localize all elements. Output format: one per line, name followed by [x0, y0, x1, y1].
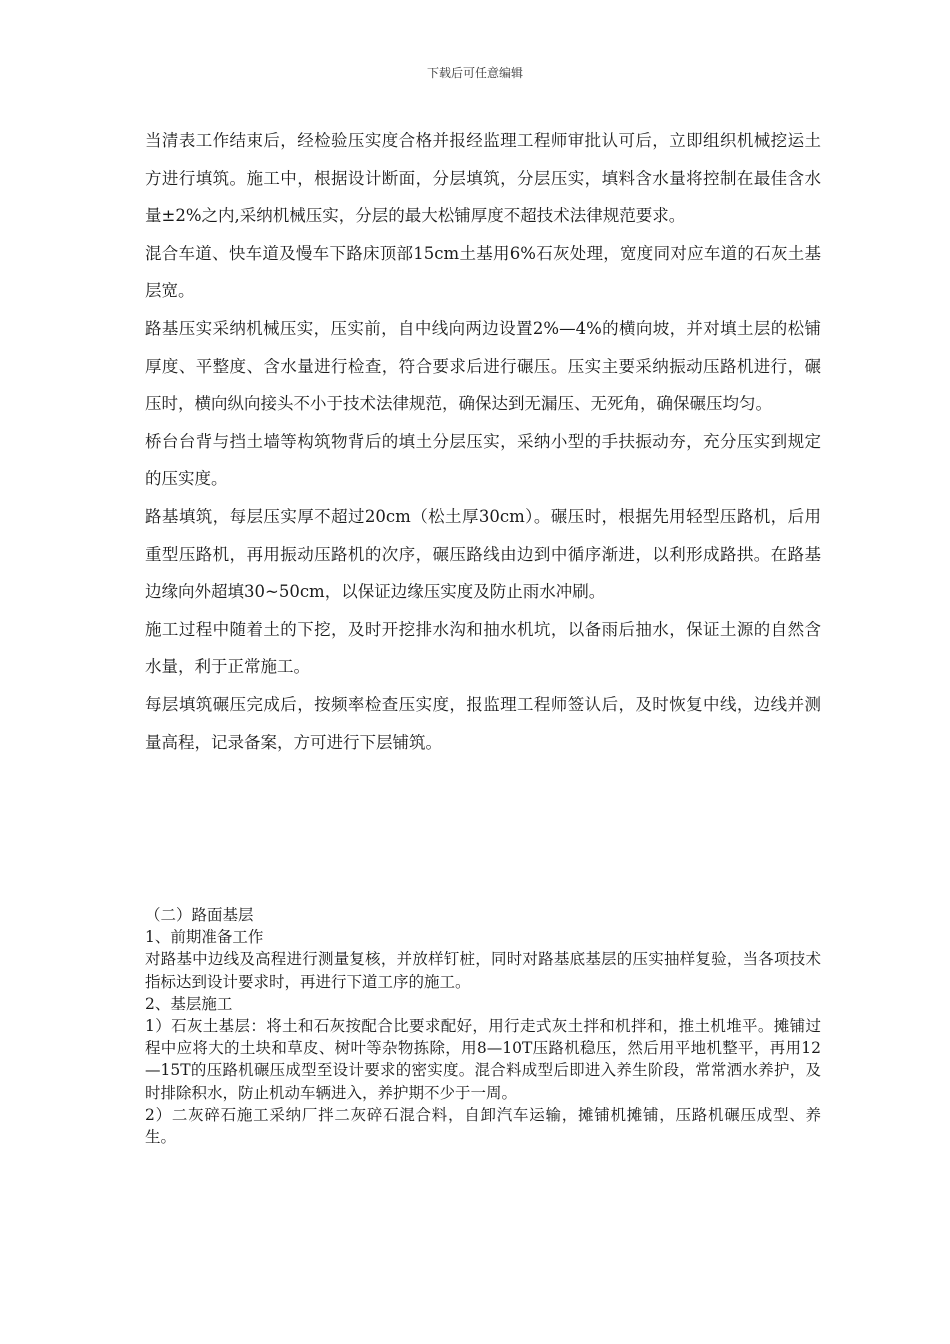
- paragraph-inspection: 每层填筑碾压完成后，按频率检查压实度，报监理工程师签认后，及时恢复中线，边线并测量高程，记录备案，方可进行下层铺筑。: [145, 694, 821, 752]
- paragraph-abutment-backfill: 桥台台背与挡土墙等构筑物背后的填土分层压实，采纳小型的手扶振动夯，充分压实到规定的压实度。: [145, 431, 821, 489]
- page-header: 下载后可任意编辑: [426, 66, 523, 80]
- paragraph-compaction: 路基压实采纳机械压实，压实前，自中线向两边设置2%—4%的横向坡，并对填土层的松铺厚度、平整度、含水量进行检查，符合要求后进行碾压。压实主要采纳振动压路机进行，碾压时，横向纵向接头不小于技术法律规范，确保达到无漏压、无死角，确保碾压均匀。: [145, 318, 821, 414]
- subsection-title-base-construction: 2、基层施工: [145, 994, 233, 1013]
- section-heading: （二）路面基层: [145, 906, 254, 924]
- body-section-pavement-base: [145, 904, 821, 1148]
- paragraph-lime-fly-ash-gravel: 2）二灰碎石施工采纳厂拌二灰碎石混合料，自卸汽车运输，摊铺机摊铺，压路机碾压成型、养生。: [145, 1105, 821, 1147]
- paragraph-lime-soil-base: 1）石灰土基层：将土和石灰按配合比要求配好，用行走式灰土拌和机拌和，推土机堆平。摊铺过程中应将大的土块和草皮、树叶等杂物拣除，用8—10T压路机稳压，然后用平地机整平，再用12—15T的压路机碾压成型至设计要求的密实度。混合料成型后即进入养生阶段，常常洒水养护，及时排除积水，防止机动车辆进入，养护期不少于一周。: [145, 1017, 821, 1102]
- paragraph-lime-treatment: 混合车道、快车道及慢车下路床顶部15cm土基用6%石灰处理，宽度同对应车道的石灰土基层宽。: [145, 243, 821, 301]
- paragraph-layer-filling: 路基填筑，每层压实厚不超过20cm（松土厚30cm）。碾压时，根据先用轻型压路机，后用重型压路机，再用振动压路机的次序，碾压路线由边到中循序渐进，以利形成路拱。在路基边缘向外超填30~50cm，以保证边缘压实度及防止雨水冲刷。: [145, 506, 821, 602]
- body-section-roadbed: [145, 122, 821, 761]
- paragraph-clearing-fill: 当清表工作结束后，经检验压实度合格并报经监理工程师审批认可后，立即组织机械挖运土方进行填筑。施工中，根据设计断面，分层填筑，分层压实，填料含水量将控制在最佳含水量±2%之内,采纳机械压实，分层的最大松铺厚度不超技术法律规范要求。: [145, 131, 821, 226]
- paragraph-preparation: 对路基中边线及高程进行测量复核，并放样钉桩，同时对路基底基层的压实抽样复验，当各项技术指标达到设计要求时，再进行下道工序的施工。: [145, 950, 821, 991]
- paragraph-drainage: 施工过程中随着土的下挖，及时开挖排水沟和抽水机坑，以备雨后抽水，保证土源的自然含水量，利于正常施工。: [145, 619, 821, 677]
- subsection-title-preparation: 1、前期准备工作: [145, 928, 264, 947]
